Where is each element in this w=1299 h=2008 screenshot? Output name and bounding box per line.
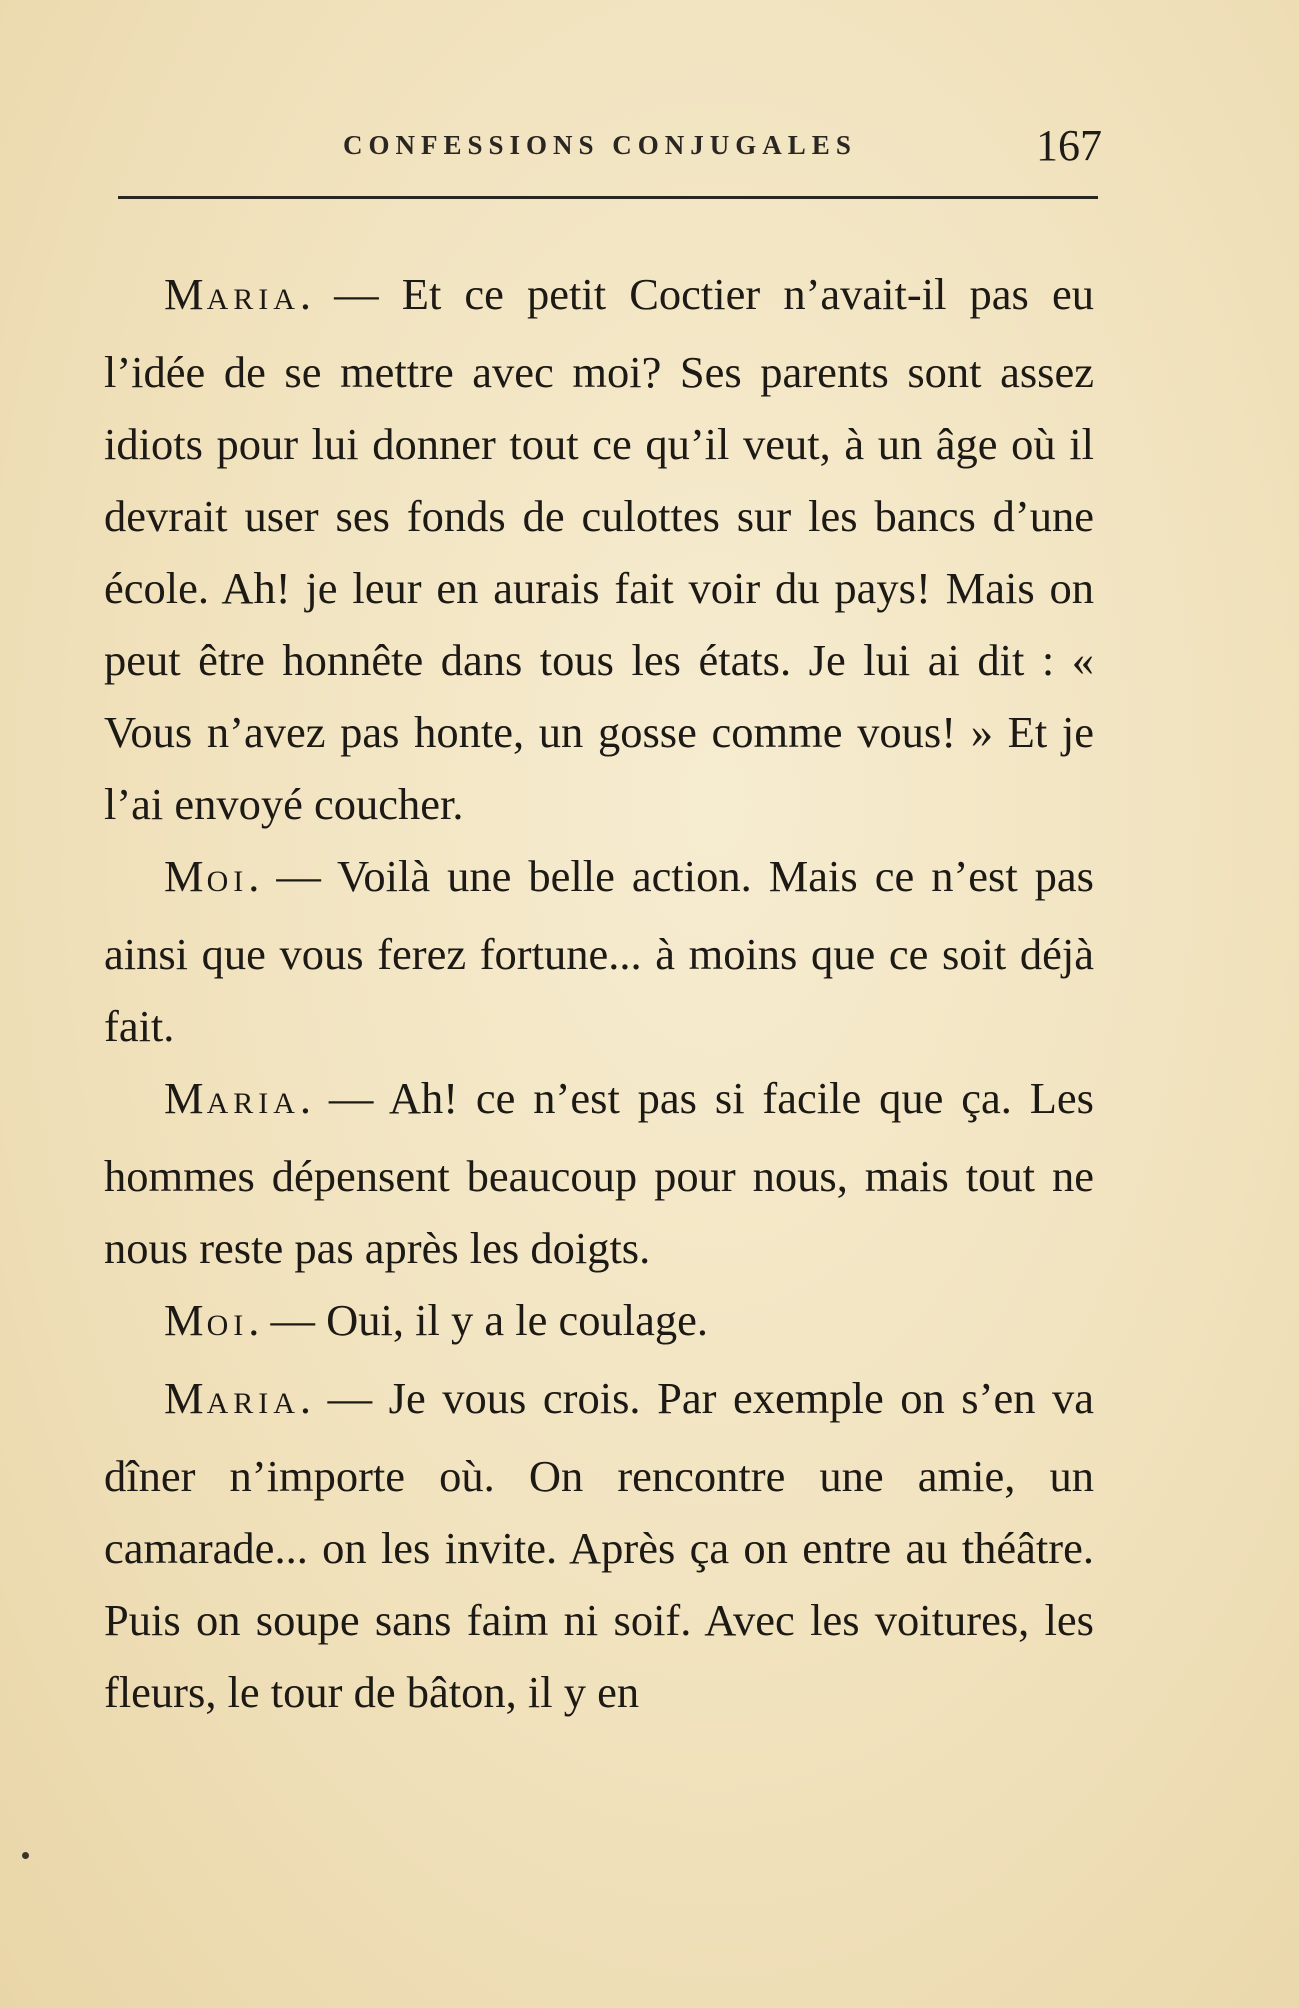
paragraph-text: . — Et ce petit Coctier n’avait-il pas eu l’idée de se mettre avec moi? Ses parents sont assez idiots pour lui donner tout ce qu’il veut, à un âge où il devrait user ses fonds de culottes sur les bancs d’une école. Ah! je leur en aurais fait voir du pays! Mais on peut être honnête dans tous les états. Je lui ai dit : « Vous n’avez pas honte, un gosse comme vous! » Et je l’ai envoyé coucher. — [104, 269, 1094, 829]
ink-speck — [22, 1852, 29, 1859]
speaker-name: MOI — [164, 1295, 249, 1345]
header-rule — [118, 196, 1098, 199]
speaker-name: MOI — [164, 851, 249, 901]
paragraph-text: . — Ah! ce n’est pas si facile que ça. Les hommes dépensent beaucoup pour nous, mais tout ne nous reste pas après les doigts. — [104, 1073, 1094, 1273]
speaker-name: MARIA — [164, 269, 300, 319]
body-text — [104, 258, 1094, 1728]
speaker-name: MARIA — [164, 1073, 300, 1123]
speaker-name: MARIA — [164, 1373, 300, 1423]
page-number: 167 — [1036, 121, 1102, 170]
paragraph-text: . — Oui, il y a le coulage. — [248, 1295, 708, 1345]
paragraph — [104, 1062, 1094, 1284]
running-title: CONFESSIONS CONJUGALES — [343, 130, 857, 160]
paragraph — [104, 1362, 1094, 1728]
paragraph-text: . — Voilà une belle action. Mais ce n’est pas ainsi que vous ferez fortune... à moins que ce soit déjà fait. — [104, 851, 1094, 1051]
paragraph-text: . — Je vous crois. Par exemple on s’en va dîner n’importe où. On rencontre une amie, un camarade... on les invite. Après ça on entre au théâtre. Puis on soupe sans faim ni soif. Avec les voitures, les fleurs, le tour de bâton, il y en — [104, 1373, 1094, 1717]
paragraph — [104, 1284, 1094, 1362]
paragraph — [104, 840, 1094, 1062]
running-head — [0, 120, 1299, 180]
paragraph — [104, 258, 1094, 840]
